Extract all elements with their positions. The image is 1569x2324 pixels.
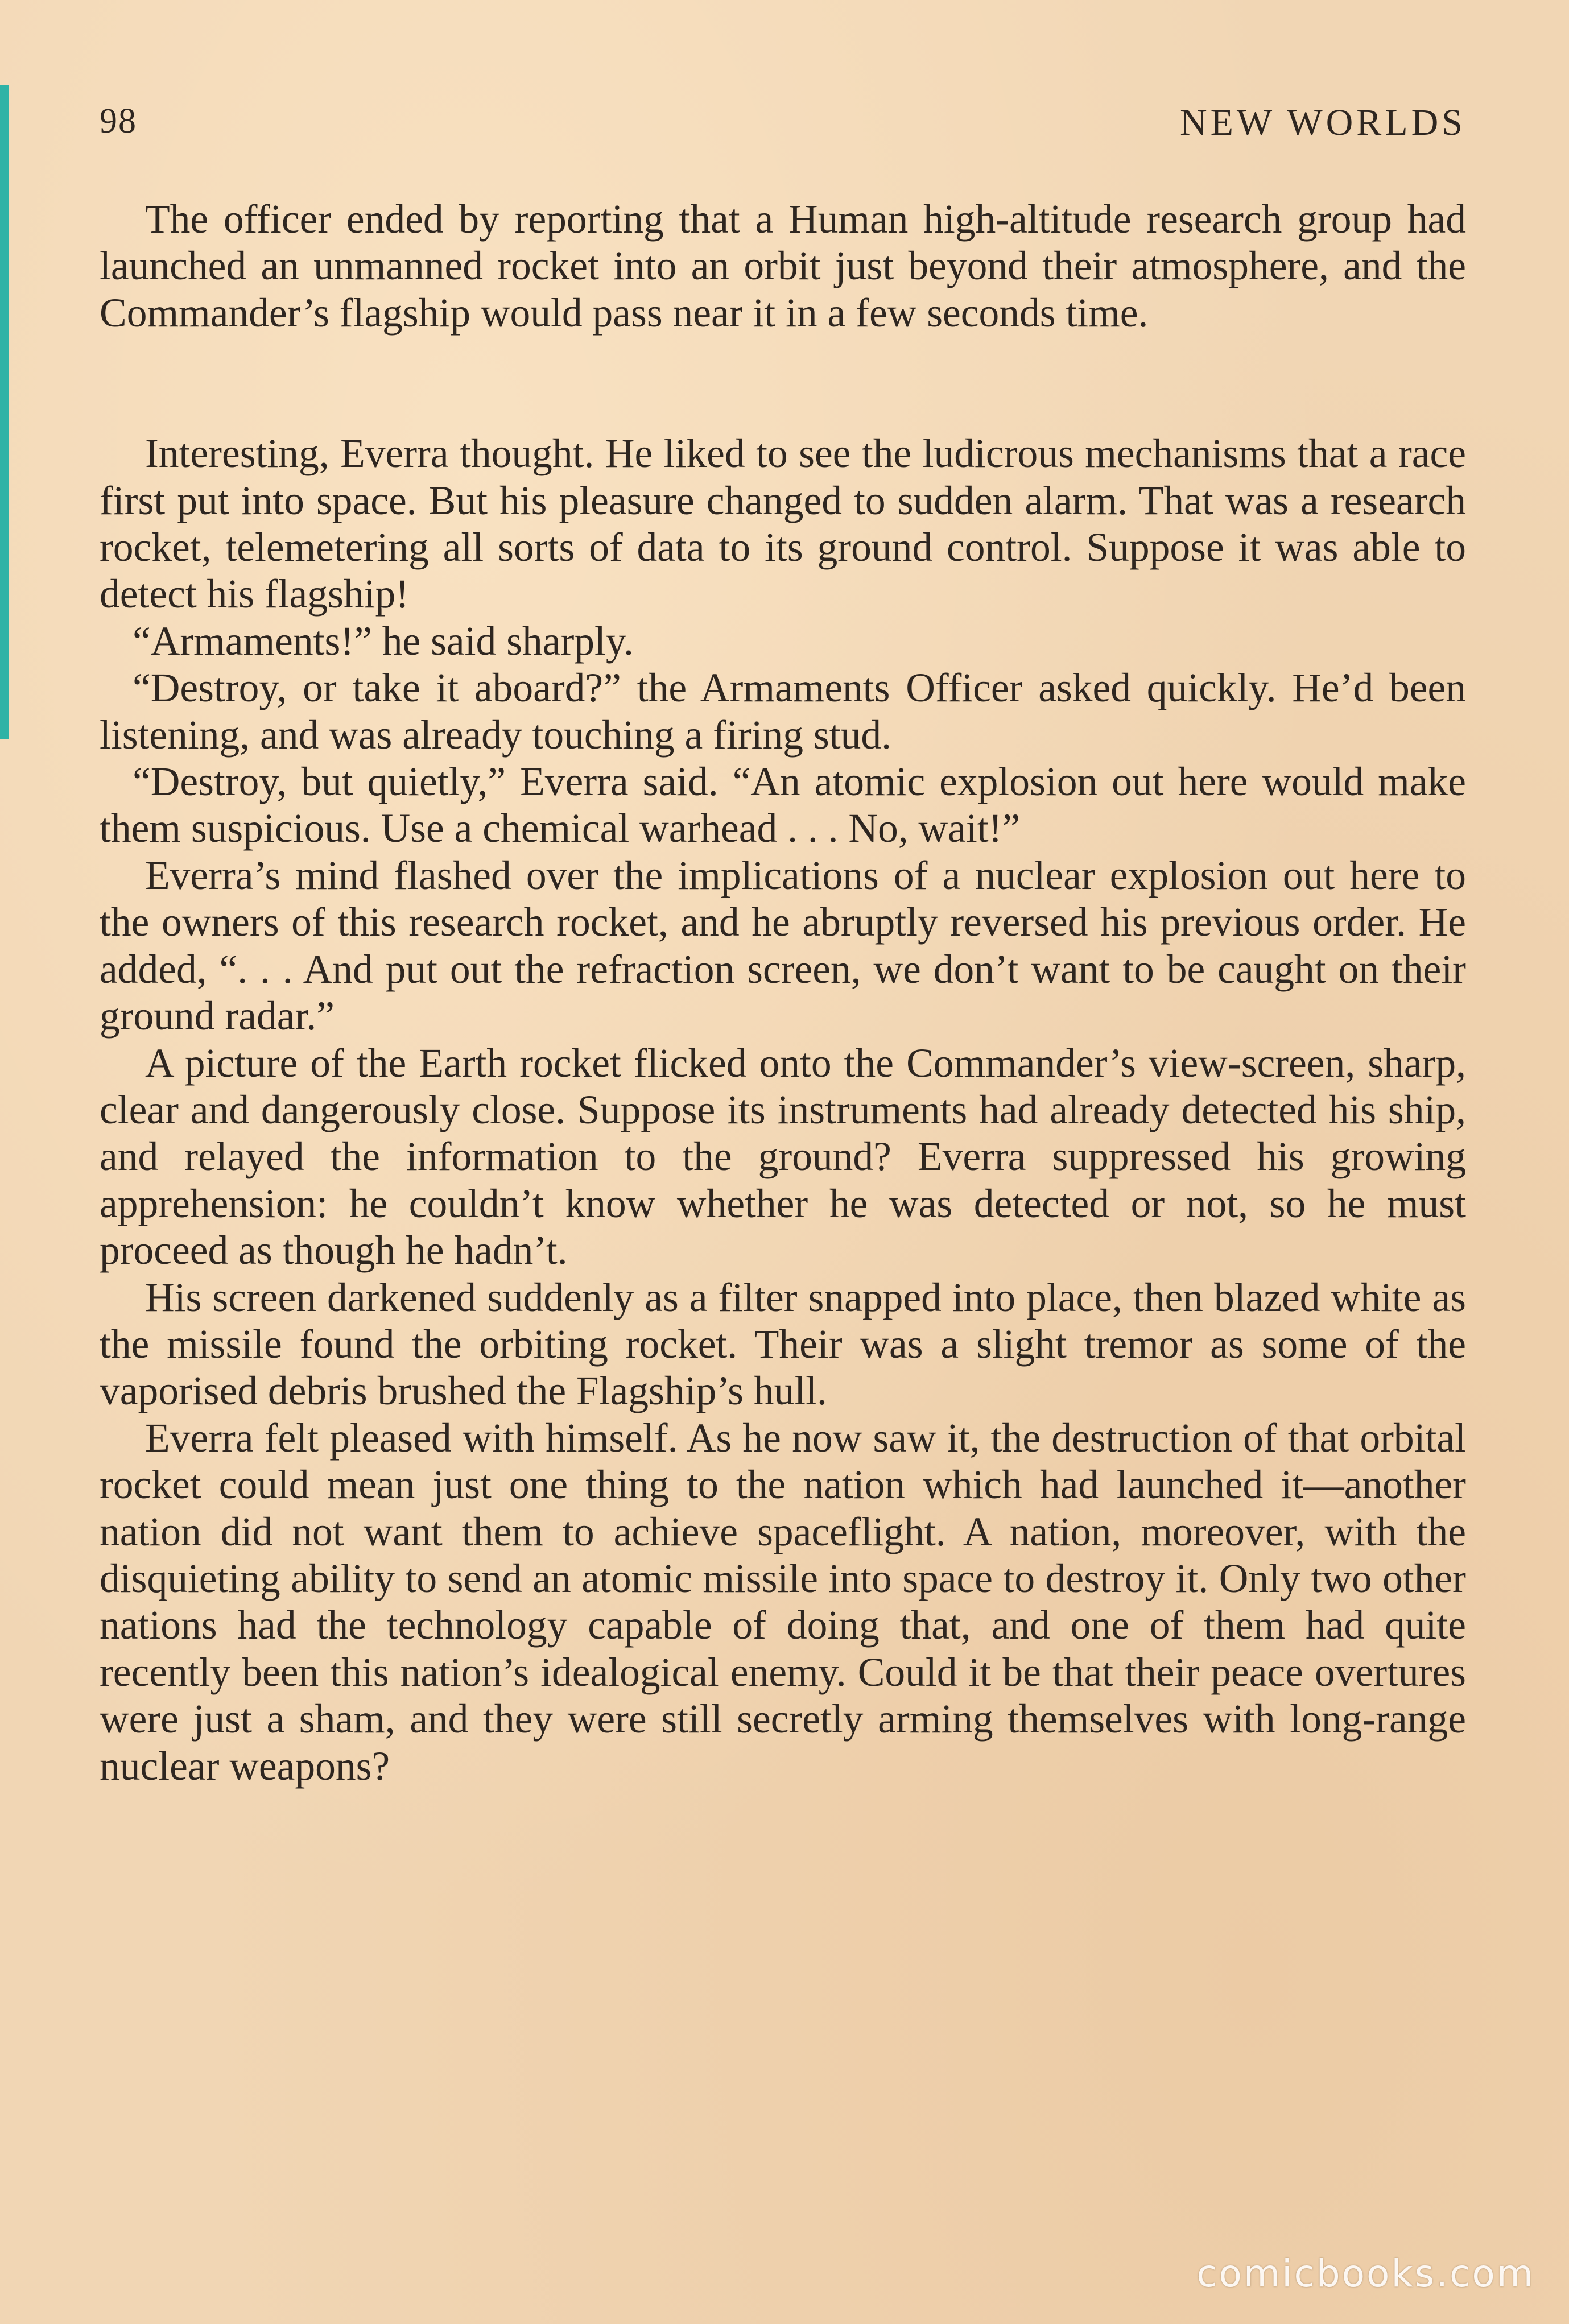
paragraph: “Destroy, or take it aboard?” the Armaments Officer asked quickly. He’d been listening, and was already touching a firing stud. [100, 665, 1466, 758]
body-text [100, 196, 1466, 1790]
paragraph: Interesting, Everra thought. He liked to see the ludicrous mechanisms that a race first put into space. But his pleasure changed to sudden alarm. That was a research rocket, telemetering all sorts of data to its ground control. Suppose it was able to detect his flagship! [100, 431, 1466, 617]
paragraph: His screen darkened suddenly as a filter snapped into place, then blazed white as the missile found the orbiting rocket. Their was a slight tremor as some of the vaporised debris brushed the Flagship’s hull. [100, 1275, 1466, 1414]
page-header [100, 101, 1466, 152]
paragraph: A picture of the Earth rocket flicked onto the Commander’s view-screen, sharp, clear and dangerously close. Suppose its instruments had already detected his ship, and relayed the information to the ground? Everra suppressed his growing apprehension: he couldn’t know whether he was detected or not, so he must proceed as though he hadn’t. [100, 1040, 1466, 1273]
paragraph: “Destroy, but quietly,” Everra said. “An atomic explosion out here would make them suspicious. Use a chemical warhead . . . No, wait!” [100, 759, 1466, 851]
page-number: 98 [100, 102, 137, 140]
page-edge-strip [0, 85, 9, 739]
running-head: NEW WORLDS [1179, 102, 1466, 143]
watermark: comicbooks.com [1196, 2252, 1535, 2296]
paragraph: Everra’s mind flashed over the implications of a nuclear explosion out here to the owners of this research rocket, and he abruptly reversed his previous order. He added, “. . . And put out the refraction screen, we don’t want to be caught on their ground radar.” [100, 853, 1466, 1039]
paragraph: “Armaments!” he said sharply. [133, 618, 634, 664]
paragraph: Everra felt pleased with himself. As he now saw it, the destruction of that orbital rocket could mean just one thing to the nation which had launched it—another nation did not want them to achieve spaceflight. A nation, moreover, with the disquieting ability to send an atomic missile into space to destroy it. Only two other nations had the technology capable of doing that, and one of them had quite recently been this nation’s idealogical enemy. Could it be that their peace overtures were just a sham, and they were still secretly arming themselves with long-range nuclear weapons? [100, 1415, 1466, 1789]
paragraph: The officer ended by reporting that a Human high-altitude research group had launched an unmanned rocket into an orbit just beyond their atmosphere, and the Commander’s flagship would pass near it in a few seconds time. [100, 197, 1466, 336]
